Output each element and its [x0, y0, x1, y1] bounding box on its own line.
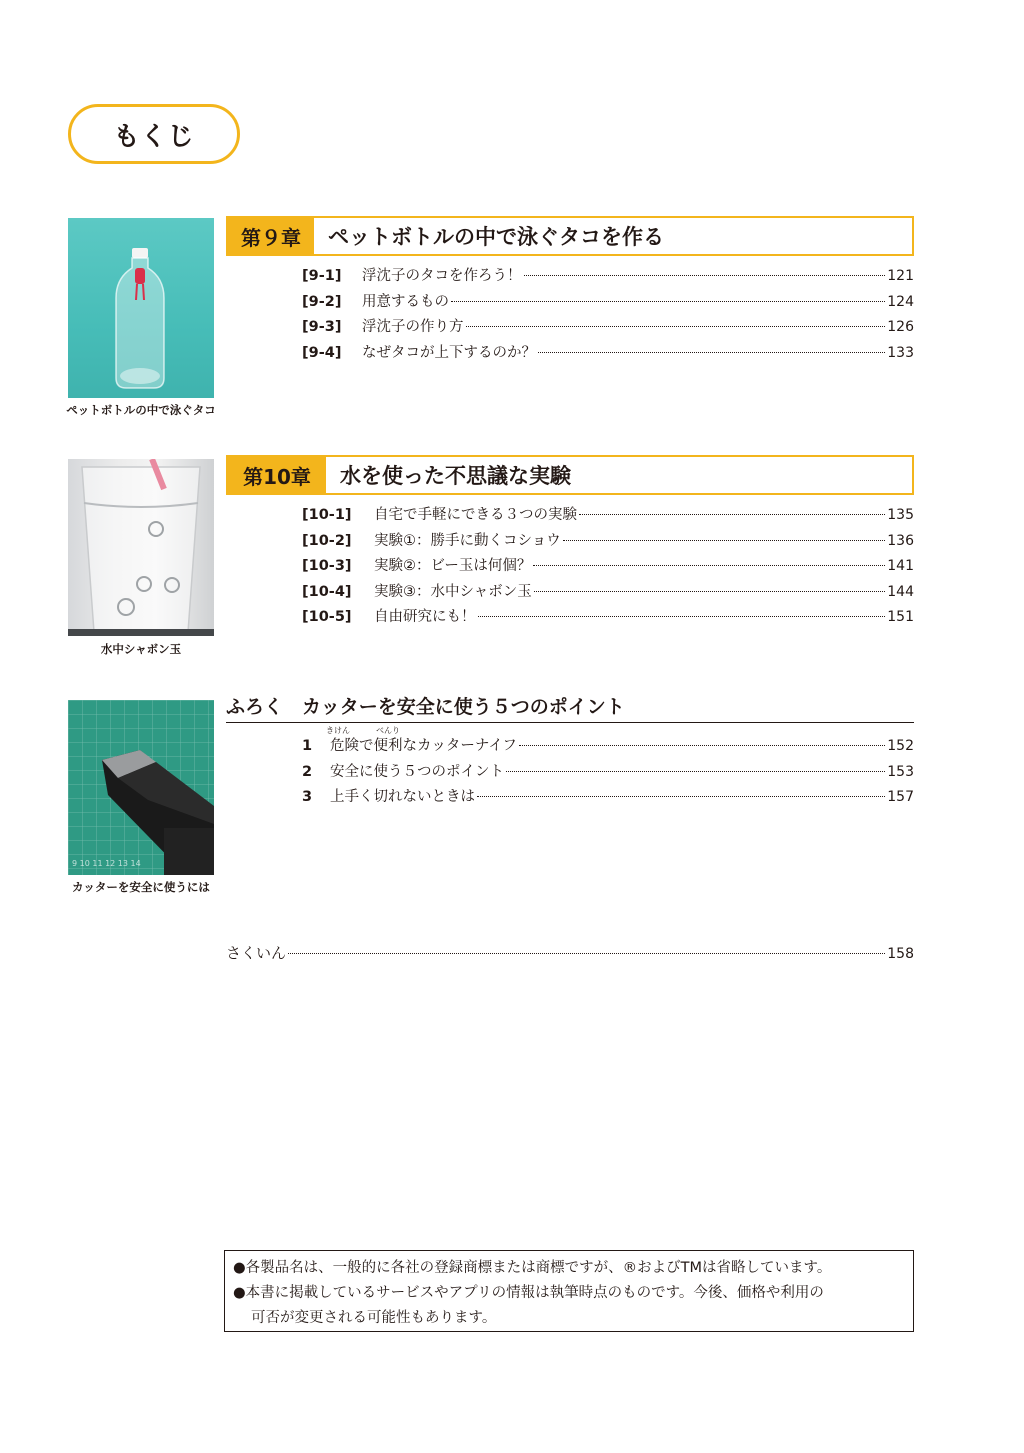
- notice-line: ●本書に掲載しているサービスやアプリの情報は執筆時点のものです。今後、価格や利用の: [233, 1285, 824, 1301]
- cutter-illustration: [68, 700, 214, 875]
- photo-caption: 水中シャボン玉: [100, 642, 182, 656]
- section-label: 実験①：勝手に動くコショウ: [374, 532, 561, 549]
- bottle-photo: [68, 218, 214, 398]
- section-label: [320, 726, 517, 755]
- index-label: さくいん: [226, 944, 287, 962]
- section-label: 上手く切れないときは: [330, 789, 475, 806]
- section-number: [10-5]: [302, 609, 352, 626]
- section-label: 安全に使う５つのポイント: [330, 763, 504, 780]
- leader-dots: [506, 771, 885, 772]
- toc-row[interactable]: [302, 315, 914, 341]
- page-number: 152: [887, 738, 914, 754]
- chapter-title: ペットボトルの中で泳ぐタコを作る: [328, 225, 664, 249]
- toc-list: [302, 503, 914, 631]
- leader-dots: [533, 565, 885, 566]
- page-number: 124: [887, 293, 914, 310]
- section-number: [10-2]: [302, 532, 352, 549]
- page-number: 144: [887, 583, 914, 600]
- section-label: 用意するもの: [362, 293, 449, 310]
- section-label: 実験②：ビー玉は何個？: [374, 558, 532, 575]
- section-number: 3: [302, 789, 313, 806]
- mat-ruler: 9 10 11 12 13 14: [72, 859, 141, 868]
- section-label: 自由研究にも！: [374, 609, 476, 626]
- section-label: 浮沈子の作り方: [362, 319, 464, 336]
- bottle-illustration: [114, 248, 166, 390]
- leader-dots: [538, 352, 885, 353]
- page-number: 133: [887, 344, 914, 361]
- toc-row[interactable]: [302, 554, 914, 580]
- section-number: [10-1]: [302, 507, 352, 523]
- toc-row[interactable]: [302, 264, 914, 290]
- section-number: [9-4]: [302, 344, 342, 361]
- furigana: きけん: [326, 726, 350, 735]
- index-entry[interactable]: [226, 942, 914, 963]
- photo-caption: ペットボトルの中で泳ぐタコ: [66, 403, 216, 417]
- page-number: 121: [887, 268, 914, 284]
- toc-row[interactable]: [302, 760, 914, 786]
- toc-row[interactable]: [302, 580, 914, 606]
- leader-dots: [519, 745, 885, 746]
- leader-dots: [563, 540, 886, 541]
- furigana: べんり: [376, 726, 400, 735]
- page-number: 151: [887, 609, 914, 626]
- leader-dots: [524, 275, 886, 276]
- chapter-number: 第10章: [228, 457, 326, 493]
- cup-illustration: [68, 459, 214, 636]
- leader-dots: [534, 591, 886, 592]
- page-number: 136: [887, 532, 914, 549]
- chapter-heading: [226, 455, 914, 495]
- toc-list: [302, 726, 914, 811]
- toc-row[interactable]: [302, 290, 914, 316]
- appendix-heading: ふろく カッターを安全に使う５つのポイント: [226, 692, 914, 723]
- section-number: [9-2]: [302, 293, 342, 310]
- octopus-diver: [135, 268, 145, 284]
- section-label-text: 危険で便利なカッターナイフ: [330, 738, 517, 754]
- toc-row[interactable]: [302, 726, 914, 760]
- cutter-photo: [68, 700, 214, 875]
- notice-box: [224, 1250, 914, 1332]
- toc-row[interactable]: [302, 785, 914, 811]
- section-label: 浮沈子のタコを作ろう！: [362, 268, 522, 284]
- toc-list: [302, 264, 914, 366]
- leader-dots: [451, 301, 885, 302]
- page-number: 153: [887, 763, 914, 780]
- photo-caption: カッターを安全に使うには: [72, 880, 210, 894]
- section-number: 2: [302, 763, 313, 780]
- toc-row[interactable]: [302, 529, 914, 555]
- page-number: 126: [887, 319, 914, 336]
- notice-line: ●各製品名は、一般的に各社の登録商標または商標ですが、®およびTMは省略しています。: [233, 1260, 832, 1276]
- section-label: 自宅で手軽にできる３つの実験: [374, 507, 577, 523]
- leader-dots: [466, 326, 886, 327]
- section-label: なぜタコが上下するのか？: [362, 344, 536, 361]
- toc-row[interactable]: [302, 341, 914, 367]
- section-label: 実験③：水中シャボン玉: [374, 583, 532, 600]
- section-number: [9-3]: [302, 319, 342, 336]
- page-number: 157: [887, 789, 914, 806]
- toc-row[interactable]: [302, 605, 914, 631]
- bottle-cap: [132, 248, 148, 258]
- page-title: もくじ: [68, 104, 240, 164]
- section-number: 1: [302, 738, 313, 754]
- chapter-heading: [226, 216, 914, 256]
- section-number: [10-3]: [302, 558, 352, 575]
- section-number: [10-4]: [302, 583, 352, 600]
- page-number: 135: [887, 507, 914, 523]
- chapter-title: 水を使った不思議な実験: [340, 464, 571, 488]
- leader-dots: [288, 953, 885, 954]
- leader-dots: [579, 514, 885, 515]
- leader-dots: [478, 616, 886, 617]
- leader-dots: [477, 796, 885, 797]
- notice-line: 可否が変更される可能性もあります。: [251, 1310, 497, 1326]
- chapter-number: 第９章: [228, 218, 314, 254]
- cup-photo: [68, 459, 214, 636]
- page-number: 141: [887, 558, 914, 575]
- page-number: 158: [887, 946, 914, 962]
- section-number: [9-1]: [302, 268, 342, 284]
- toc-row[interactable]: [302, 503, 914, 529]
